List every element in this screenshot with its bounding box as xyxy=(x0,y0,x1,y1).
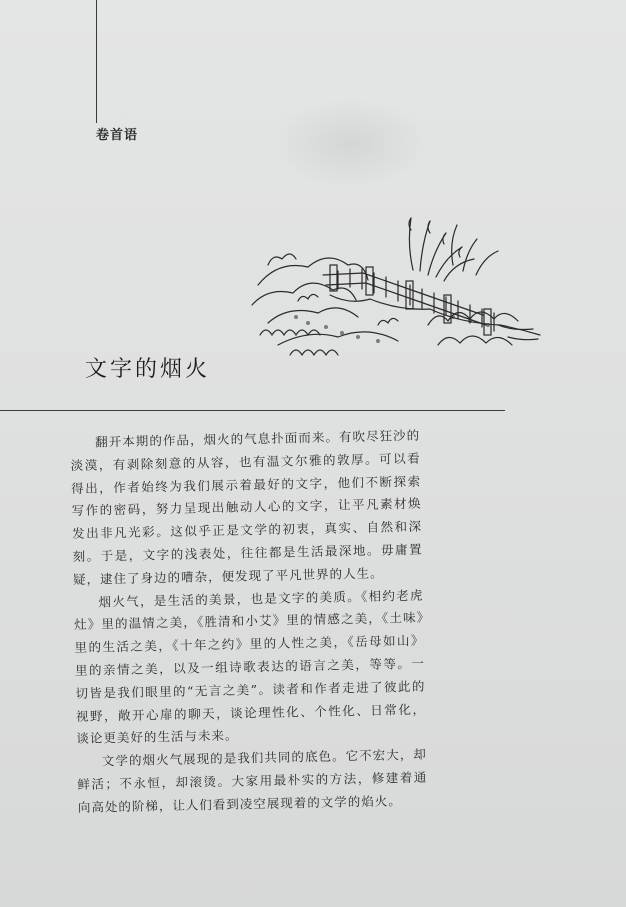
vertical-rule xyxy=(96,0,97,123)
paragraph-1: 翻开本期的作品，烟火的气息扑面而来。有吹尽狂沙的淡漠，有剥除刻意的从容，也有温文尔雅的敦厚。可以看得出，作者始终为我们展示着最好的文字，他们不断探索写作的密码，努力呈现出触动人心的文字，让平凡素材焕发出非凡光彩。这似乎正是文学的初衷，真实、自然和深刻。于是，文字的浅表处，往往都是生活最深地。毋庸置疑，逮住了身边的嘈杂，便发现了平凡世界的人生。 xyxy=(70,427,423,587)
riverbank-footbridge-sketch-icon xyxy=(238,205,548,373)
body-text xyxy=(70,425,428,820)
bleed-through-shadow xyxy=(270,98,430,188)
page-title: 文字的烟火 xyxy=(85,357,211,382)
paragraph-3: 文学的烟火气展现的是我们共同的底色。它不宏大，却鲜活；不永恒，却滚烫。大家用最朴实的方法，修建着通向高处的阶梯，让人们看到凌空展现着的文学的焰火。 xyxy=(77,746,428,815)
paragraph-2: 烟火气，是生活的美景，也是文字的美质。《相约老虎灶》里的温情之美，《胜清和小艾》里的情感之美，《土味》里的生活之美，《十年之约》里的人性之美，《岳母如山》里的亲情之美，以及一组诗歌表达的语言之美，等等。一切皆是我们眼里的“无言之美”。读者和作者走进了彼此的视野，敞开心扉的聊天，谈论理性化、个性化、日常化，谈论更美好的生活与未来。 xyxy=(73,587,427,747)
title-divider xyxy=(0,410,505,411)
section-label: 卷首语 xyxy=(96,128,139,143)
